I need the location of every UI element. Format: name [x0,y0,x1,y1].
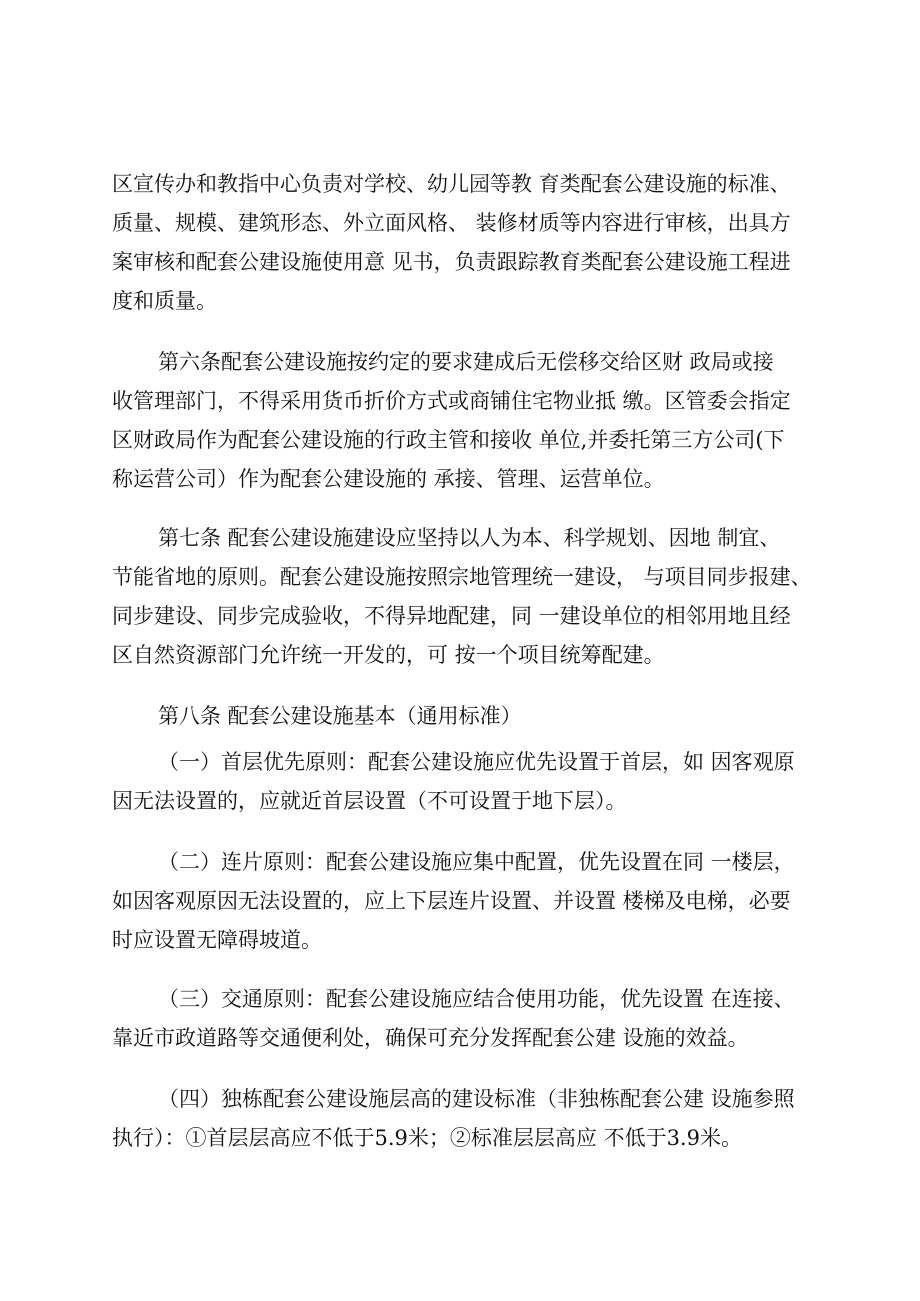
clause-2-line: （二）连片原则：配套公建设施应集中配置，优先设置在同 一楼层， [158,850,795,874]
article-6-heading-line: 第六条配套公建设施按约定的要求建成后无偿移交给区财 政局或接 [158,350,774,374]
paragraph-line: 度和质量。 [112,289,217,313]
paragraph-line: 执行）：①首层层高应不低于5.9米；②标准层层高应 不低于3.9米。 [112,1126,742,1150]
paragraph-line: 靠近市政道路等交通便利处，确保可充分发挥配套公建 设施的效益。 [112,1026,749,1050]
clause-1-line: （一）首层优先原则：配套公建设施应优先设置于首层，如 因客观原 [158,750,795,774]
clause-3-line: （三）交通原则：配套公建设施应结合使用功能，优先设置 在连接、 [158,987,795,1011]
paragraph-line: 案审核和配套公建设施使用意 见书，负责跟踪教育类配套公建设施工程进 [112,250,791,274]
paragraph-line: 因无法设置的，应就近首层设置（不可设置于地下层）。 [112,789,627,813]
paragraph-line: 区自然资源部门允许统一开发的，可 按一个项目统筹配建。 [112,643,665,667]
paragraph-line: 称运营公司）作为配套公建设施的 承接、管理、运营单位。 [112,467,665,491]
paragraph-line: 区财政局作为配套公建设施的行政主管和接收 单位,并委托第三方公司(下 [112,428,785,452]
clause-4-line: （四）独栋配套公建设施层高的建设标准（非独栋配套公建 设施参照 [158,1087,795,1111]
article-8-heading: 第八条 配套公建设施基本（通用标准） [158,704,522,728]
paragraph-line: 节能省地的原则。配套公建设施按照宗地管理统一建设， 与项目同步报建、 [112,565,812,589]
paragraph-line: 时应设置无障碍坡道。 [112,928,322,952]
paragraph-line: 如因客观原因无法设置的，应上下层连片设置、并设置 楼梯及电梯，必要 [112,889,791,913]
paragraph-line: 区宣传办和教指中心负责对学校、幼儿园等教 育类配套公建设施的标准、 [112,172,791,196]
paragraph-line: 质量、规模、建筑形态、外立面风格、 装修材质等内容进行审核，出具方 [112,211,791,235]
article-7-heading-line: 第七条 配套公建设施建设应坚持以人为本、科学规划、因地 制宜、 [158,526,781,550]
paragraph-line: 收管理部门，不得采用货币折价方式或商铺住宅物业抵 缴。区管委会指定 [112,389,791,413]
paragraph-line: 同步建设、同步完成验收，不得异地配建，同 一建设单位的相邻用地且经 [112,604,791,628]
